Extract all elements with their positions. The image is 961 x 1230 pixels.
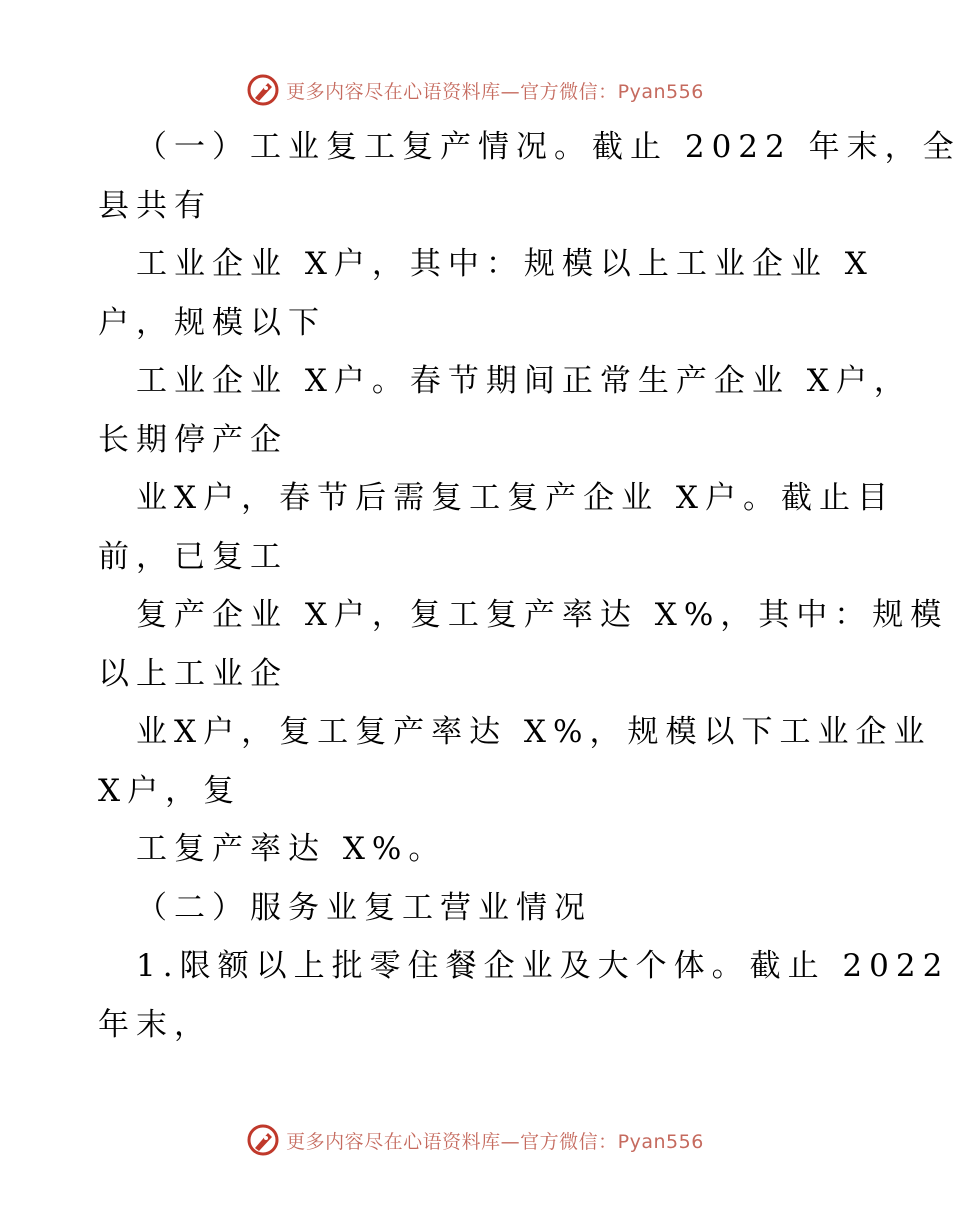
pen-nib-logo-icon bbox=[246, 73, 280, 107]
paragraph-line: 工业企业 X户。春节期间正常生产企业 X户， bbox=[136, 363, 912, 399]
header-text: 更多内容尽在心语资料库—官方微信：Pyan556 bbox=[286, 80, 704, 103]
document-body bbox=[98, 118, 961, 1054]
page-header-banner bbox=[0, 70, 950, 110]
pen-nib-logo-icon bbox=[246, 1123, 280, 1157]
paragraph-line: 1.限额以上批零住餐企业及大个体。截止 2022 bbox=[136, 948, 950, 984]
paragraph-line: 工复产率达 X%。 bbox=[136, 831, 447, 867]
section-heading: （二）服务业复工营业情况 bbox=[136, 889, 592, 926]
paragraph-line: 县共有 bbox=[98, 187, 212, 224]
paragraph-line: 长期停产企 bbox=[98, 421, 288, 458]
paragraph-line: 工业企业 X户，其中：规模以上工业企业 X bbox=[136, 246, 874, 282]
footer-text: 更多内容尽在心语资料库—官方微信：Pyan556 bbox=[286, 1130, 704, 1153]
paragraph-line: 业X户，复工复产率达 X%，规模以下工业企业 bbox=[136, 714, 932, 750]
paragraph-line: 前，已复工 bbox=[98, 538, 288, 575]
paragraph-line: 复产企业 X户，复工复产率达 X%，其中：规模 bbox=[136, 597, 949, 633]
paragraph-line: 业X户，春节后需复工复产企业 X户。截止目 bbox=[136, 480, 895, 516]
paragraph-line: 以上工业企 bbox=[98, 655, 288, 692]
page-footer-banner bbox=[0, 1120, 950, 1160]
paragraph-line: 户，规模以下 bbox=[98, 304, 326, 341]
paragraph-line: （一）工业复工复产情况。截止 2022 年末，全 bbox=[136, 129, 961, 165]
paragraph-line: 年末， bbox=[98, 1006, 212, 1043]
paragraph-line: X户，复 bbox=[98, 772, 242, 809]
